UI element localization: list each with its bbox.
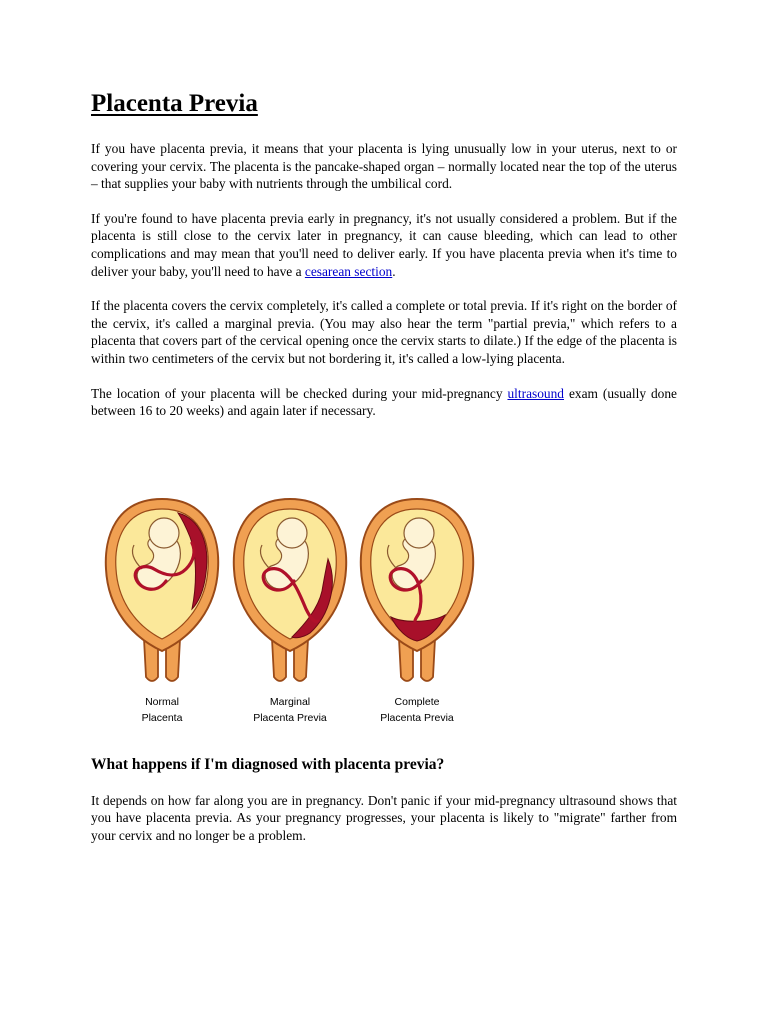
caption-complete-line2: Placenta Previa	[380, 711, 454, 724]
paragraph-location-text: The location of your placenta will be checked during your mid-pregnancy	[91, 385, 508, 401]
caption-normal	[102, 694, 222, 726]
ultrasound-link[interactable]: ultrasound	[507, 385, 564, 401]
cesarean-section-link[interactable]: cesarean section	[304, 263, 393, 279]
caption-marginal	[230, 694, 350, 726]
caption-marginal-line1: Marginal	[269, 695, 311, 708]
paragraph-location-end: exam (usually done between 16 to 20 weeks) and again later if necessary.	[91, 385, 677, 419]
placenta-previa-illustration	[91, 437, 677, 755]
fetus-head-normal	[149, 518, 179, 548]
section-heading: What happens if I'm diagnosed with placenta previa?	[91, 755, 445, 773]
uterus-diagram-normal	[106, 499, 218, 681]
fetus-head-marginal	[277, 518, 307, 548]
caption-complete-line1: Complete	[394, 695, 440, 708]
caption-marginal-line2: Placenta Previa	[253, 711, 327, 724]
article	[91, 88, 677, 862]
paragraph-migration: It depends on how far along you are in pregnancy. Don't panic if your mid-pregnancy ultrasound shows that you have placenta previa. As your pregnancy progresses, your placenta is likely to "migrate" farther from your cervix and no longer be a problem.	[91, 792, 677, 843]
uterus-diagram-complete	[361, 499, 473, 681]
fetus-head-complete	[404, 518, 434, 548]
paragraph-risks-end: .	[392, 263, 396, 279]
caption-normal-line2: Placenta	[141, 711, 183, 724]
caption-complete	[357, 694, 477, 726]
paragraph-types: If the placenta covers the cervix completely, it's called a complete or total previa. If it's right on the border of the cervix, it's called a marginal previa. (You may also hear the term "partial previa," which refers to a placenta that covers part of the cervical opening once the cervix starts to dilate.) If the edge of the placenta is within two centimeters of the cervix but not bordering it, it's called a low-lying placenta.	[91, 298, 677, 366]
paragraph-risks	[91, 210, 677, 280]
page-title: Placenta Previa	[91, 90, 258, 117]
paragraph-definition: If you have placenta previa, it means that your placenta is lying unusually low in your uterus, next to or covering your cervix. The placenta is the pancake-shaped organ – normally located near the top of the uterus – that supplies your baby with nutrients through the umbilical cord.	[91, 141, 677, 192]
caption-normal-line1: Normal	[145, 695, 179, 708]
uterus-diagram-marginal	[234, 499, 346, 681]
paragraph-risks-text: If you're found to have placenta previa early in pregnancy, it's not usually considered a problem. But if the placenta is still close to the cervix later in pregnancy, it can cause bleeding, which can lead to other complications and may mean that you'll need to deliver early. If you have placenta previa when it's time to deliver your baby, you'll need to have a	[91, 210, 677, 279]
paragraph-location	[91, 385, 677, 420]
